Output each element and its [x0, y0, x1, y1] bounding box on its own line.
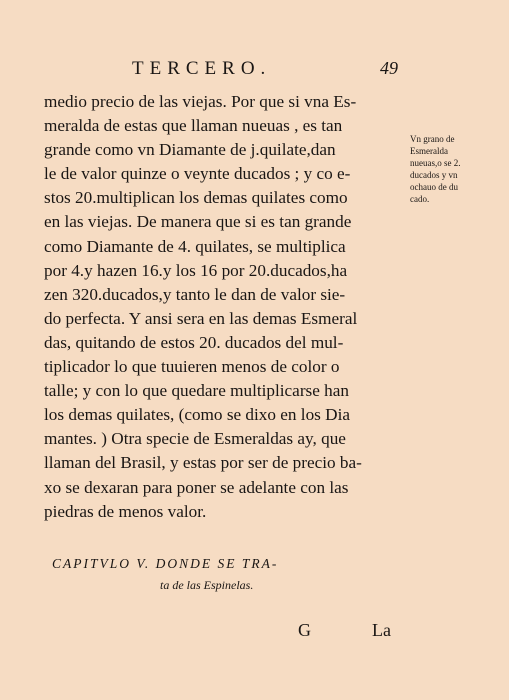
text-line: talle; y con lo que quedare multiplicarse han	[44, 381, 349, 401]
text-line: das, quitando de estos 20. ducados del mul-	[44, 332, 344, 352]
marginal-line: ochauo de du	[410, 182, 458, 192]
text-line: por 4.y hazen 16.y los 16 por 20.ducados,ha	[44, 260, 348, 280]
signature-mark: G	[298, 620, 311, 640]
body-text	[44, 90, 406, 524]
running-head: TERCERO.	[132, 58, 272, 79]
text-line: los demas quilates, (como se dixo en los Dia	[44, 405, 350, 425]
text-line: do perfecta. Y ansi sera en las demas Esmeral	[44, 308, 358, 328]
text-line: medio precio de las viejas. Por que si vna Es-	[44, 92, 357, 111]
text-line: tiplicador lo que tuuieren menos de color o	[44, 357, 340, 377]
text-line: mantes. ) Otra specie de Esmeraldas ay, que	[44, 429, 346, 449]
page-number: 49	[380, 58, 398, 78]
text-line: le de valor quinze o veynte ducados ; y co e-	[44, 164, 351, 184]
text-line: como Diamante de 4. quilates, se multiplica	[44, 236, 346, 256]
marginal-line: Esmeralda	[410, 146, 448, 156]
marginal-line: ducados y vn	[410, 170, 458, 180]
text-line: piedras de menos valor.	[44, 501, 207, 521]
text-line: en las viejas. De manera que si es tan grande	[44, 212, 352, 232]
chapter-subheading: ta de las Espinelas.	[160, 578, 254, 592]
marginal-note	[410, 133, 480, 205]
marginal-line: Vn grano de	[410, 134, 455, 144]
catchword: La	[372, 620, 391, 640]
text-line: grande como vn Diamante de j.quilate,dan	[44, 140, 336, 160]
text-line: stos 20.multiplican los demas quilates como	[44, 188, 348, 208]
marginal-line: nueuas,o se 2.	[410, 158, 461, 168]
chapter-heading: CAPITVLO V. DONDE SE TRA-	[52, 556, 279, 571]
marginal-line: cado.	[410, 194, 430, 204]
text-line: meralda de estas que llaman nueuas , es tan	[44, 116, 343, 136]
text-line: llaman del Brasil, y estas por ser de precio ba-	[44, 453, 362, 473]
text-line: zen 320.ducados,y tanto le dan de valor sie-	[44, 284, 346, 304]
text-line: xo se dexaran para poner se adelante con las	[44, 477, 349, 497]
